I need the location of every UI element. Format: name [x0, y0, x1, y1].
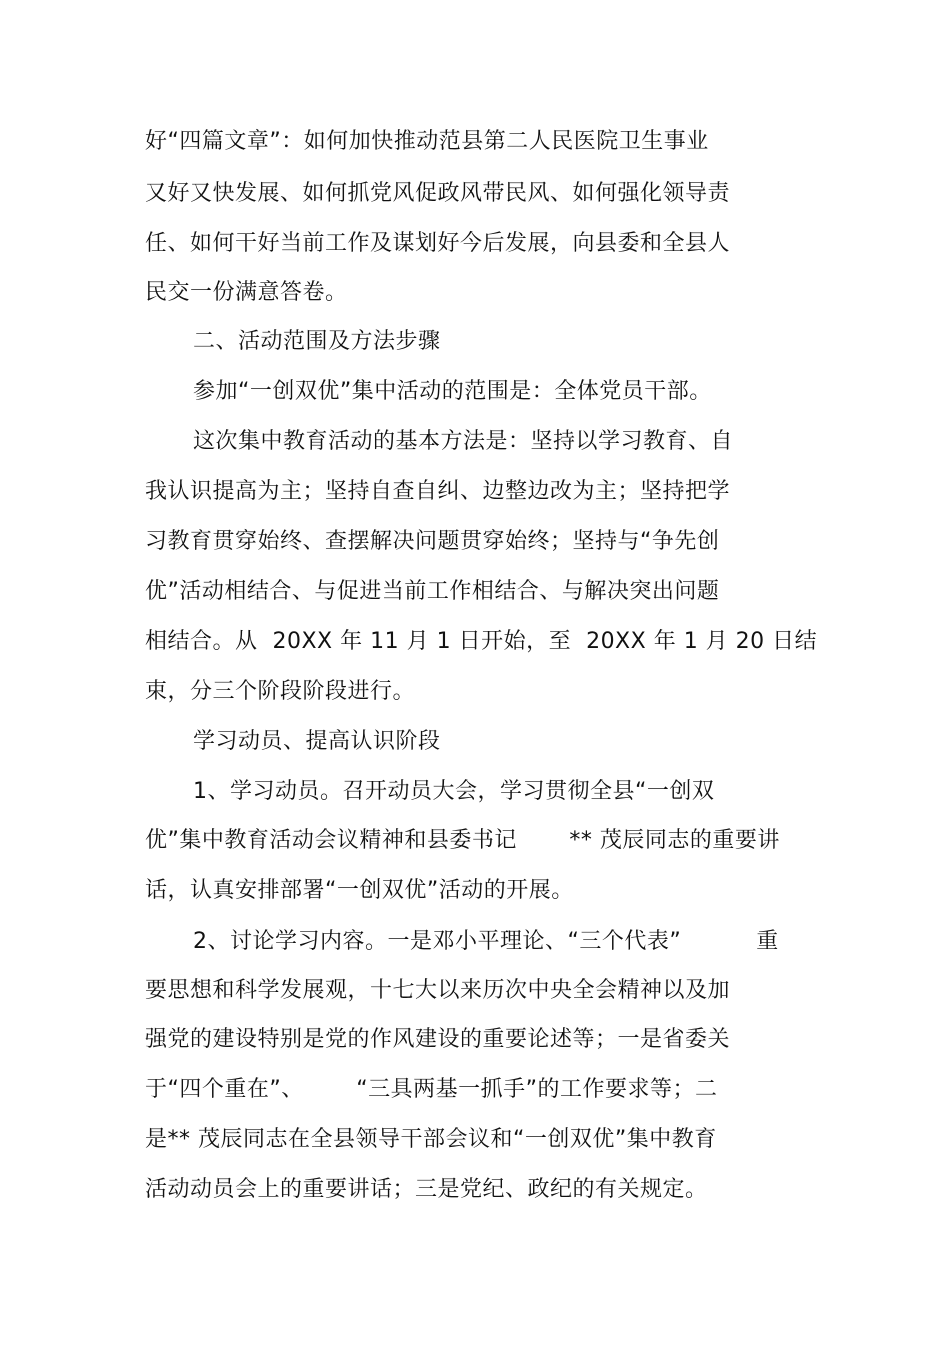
text-line: 又好又快发展、如何抓党风促政风带民风、如何强化领导责 [145, 181, 731, 206]
text-line: 任、如何干好当前工作及谋划好今后发展，向县委和全县人 [145, 231, 731, 256]
text-line: 1、学习动员。召开动员大会，学习贯彻全县“一创双 [193, 779, 715, 804]
text-line: 2、讨论学习内容。一是邓小平理论、“三个代表” 重 [193, 929, 779, 954]
text-line: 是** 茂辰同志在全县领导干部会议和“一创双优”集中教育 [145, 1127, 717, 1152]
text-line: 好“四篇文章”：如何加快推动范县第二人民医院卫生事业 [145, 129, 709, 154]
text-line: 我认识提高为主；坚持自查自纠、边整边改为主；坚持把学 [145, 479, 731, 504]
text-line: 民交一份满意答卷。 [145, 280, 348, 305]
text-line: 习教育贯穿始终、查摆解决问题贯穿始终；坚持与“争先创 [145, 529, 720, 554]
text-line: 强党的建设特别是党的作风建设的重要论述等；一是省委关 [145, 1027, 731, 1052]
text-line: 活动动员会上的重要讲话；三是党纪、政纪的有关规定。 [145, 1177, 708, 1202]
text-line: 这次集中教育活动的基本方法是：坚持以学习教育、自 [193, 429, 734, 454]
text-line: 束，分三个阶段阶段进行。 [145, 679, 416, 704]
text-line: 于“四个重在”、 “三具两基一抓手”的工作要求等；二 [145, 1077, 718, 1102]
section-heading: 学习动员、提高认识阶段 [193, 729, 441, 754]
section-heading: 二、活动范围及方法步骤 [193, 329, 441, 354]
text-line: 参加“一创双优”集中活动的范围是：全体党员干部。 [193, 379, 712, 404]
text-line: 话，认真安排部署“一创双优”活动的开展。 [145, 878, 574, 903]
text-line: 相结合。从 20XX 年 11 月 1 日开始，至 20XX 年 1 月 20 日结 [145, 629, 818, 654]
text-line: 优”活动相结合、与促进当前工作相结合、与解决突出问题 [145, 579, 720, 604]
text-line: 优”集中教育活动会议精神和县委书记 ** 茂辰同志的重要讲 [145, 828, 780, 853]
text-line: 要思想和科学发展观，十七大以来历次中央全会精神以及加 [145, 978, 731, 1003]
